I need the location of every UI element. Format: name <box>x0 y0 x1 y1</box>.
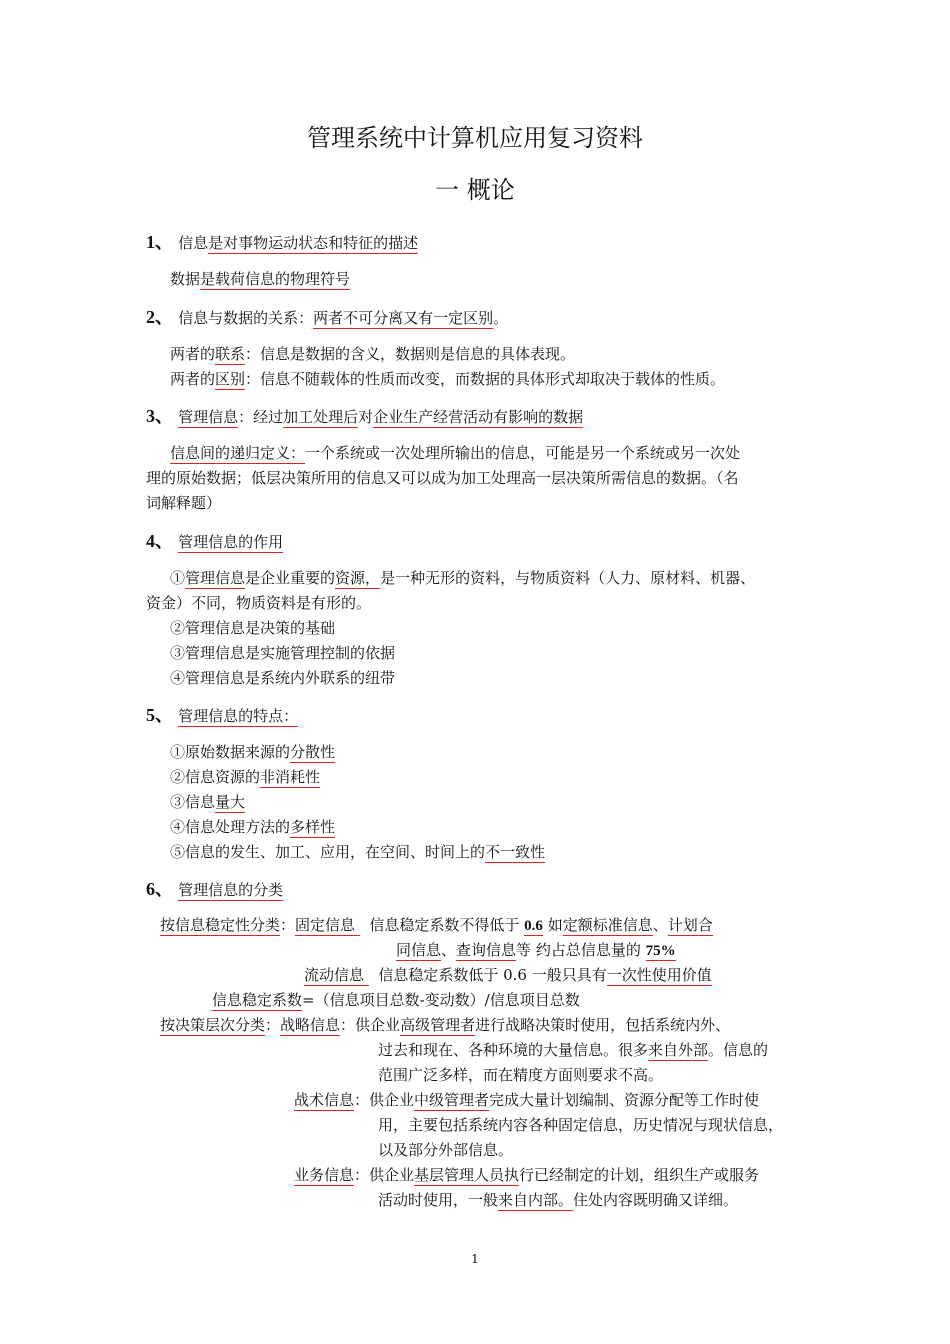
underlined-text: 中级管理者 <box>414 1091 490 1109</box>
text: 两者的 <box>170 370 216 388</box>
text: ① <box>170 569 186 587</box>
section-6-row-12 <box>378 1189 738 1210</box>
text: 。 <box>493 309 509 327</box>
section-3 <box>146 402 583 428</box>
section-number: 6、 <box>146 879 173 899</box>
text: 活动时使用，一般 <box>378 1191 499 1209</box>
underlined-text: 资源， <box>335 569 381 587</box>
text: =（信息项目总数-变动数）/信息项目总数 <box>302 991 580 1009</box>
text: ⑤信息的发生、加工、应用，在空间、时间上的 <box>170 843 486 861</box>
underlined-text: 一次性使用价值 <box>606 966 712 984</box>
text: 信息与数据的关系： <box>178 309 314 327</box>
underlined-text: 两者不可分离又有一定区别 <box>313 309 494 327</box>
section-4-item-1 <box>170 567 755 588</box>
underlined-text: 多样性 <box>290 818 336 836</box>
section-4-item-2: ②管理信息是决策的基础 <box>170 619 336 637</box>
underlined-text: 战略信息 <box>280 1016 341 1034</box>
text: ： <box>280 916 296 934</box>
underlined-text: 按决策层次分类 <box>160 1016 266 1034</box>
text: ： <box>265 1016 281 1034</box>
underlined-text: 非消耗性 <box>260 768 321 786</box>
text: 、 <box>441 941 457 959</box>
page-number: 1 <box>471 1252 479 1266</box>
section-number: 2、 <box>146 307 173 327</box>
text: ：经过 <box>238 408 284 426</box>
text: 两者的 <box>170 345 216 363</box>
underlined-text: 数据 <box>553 408 584 426</box>
section-4 <box>146 527 283 553</box>
section-4-item-3: ③管理信息是实施管理控制的依据 <box>170 644 396 662</box>
text: 一个系统或一次处理所输出的信息，可能是另一个系统或另一次处 <box>305 444 741 462</box>
underlined-text: 是载荷信息的物理符号 <box>200 270 351 288</box>
underlined-text: 企业生产经营活动有影响的 <box>373 408 554 426</box>
section-heading: 管理信息的作用 <box>178 533 284 551</box>
section-6-row-1 <box>160 914 713 935</box>
text: 行已经制定的计划，组织生产或服务 <box>519 1166 760 1184</box>
section-1-line-2 <box>170 268 350 289</box>
text: ：供企业 <box>354 1166 415 1184</box>
section-6 <box>146 875 283 901</box>
section-number: 3、 <box>146 406 173 426</box>
text: 信息稳定系数不得低于 <box>369 916 520 934</box>
underlined-text: 信息稳定系数 <box>212 991 303 1009</box>
underlined-text: 流动信息 <box>304 966 369 984</box>
text: 、 <box>652 916 668 934</box>
section-number: 1、 <box>146 232 173 252</box>
underlined-text: 固定信息 <box>295 916 360 934</box>
text: 是一种无形的资料，与物质资料（人力、原材料、机器、 <box>380 569 756 587</box>
underlined-text: 信息间的递归定义： <box>170 444 306 462</box>
section-3-para-line-3: 词解释题） <box>146 494 222 512</box>
section-6-row-11 <box>294 1164 759 1185</box>
text: 完成大量计划编制、资源分配等工作时使 <box>489 1091 760 1109</box>
section-6-row-9: 用，主要包括系统内容各种固定信息，历史情况与现状信息， <box>378 1116 784 1134</box>
text: 住处内容既明确又详细。 <box>573 1191 739 1209</box>
underlined-text: 量大 <box>215 793 246 811</box>
section-2 <box>146 303 508 329</box>
section-6-row-10: 以及部分外部信息。 <box>378 1141 514 1159</box>
section-6-row-6 <box>378 1039 768 1060</box>
section-5-item-4 <box>170 816 335 837</box>
underlined-text: 业务信息 <box>294 1166 355 1184</box>
text: ②信息资源的 <box>170 768 261 786</box>
section-6-row-3 <box>304 964 712 985</box>
underlined-text: 加工处理后 <box>283 408 359 426</box>
text: 对 <box>358 408 374 426</box>
underlined-text: 同信息 <box>396 941 442 959</box>
section-2-line-2 <box>170 343 575 364</box>
section-6-row-5 <box>160 1014 730 1035</box>
section-5-item-3 <box>170 791 245 812</box>
underlined-text: 按信息稳定性分类 <box>160 916 281 934</box>
section-number: 4、 <box>146 531 173 551</box>
section-5-item-1 <box>170 741 335 762</box>
text: 过去和现在、各种环境的大量信息。很多 <box>378 1041 649 1059</box>
section-6-row-2 <box>396 939 676 960</box>
text: 数据 <box>170 270 201 288</box>
underlined-text: 来自内部。 <box>498 1191 574 1209</box>
underlined-text: 计划合 <box>667 916 713 934</box>
section-6-row-7: 范围广泛多样，而在精度方面则要求不高。 <box>378 1066 664 1084</box>
underlined-text: 不一致性 <box>485 843 546 861</box>
underlined-text: 0.6 <box>524 918 543 934</box>
underlined-text: 基层管理人员执 <box>414 1166 520 1184</box>
underlined-text: 管理信息 <box>185 569 246 587</box>
text: 等 约占总信息量的 <box>516 941 641 959</box>
section-5-item-2 <box>170 766 320 787</box>
underlined-text: 是对事物运动状态和特征的描述 <box>208 234 419 252</box>
text: ：供企业 <box>354 1091 415 1109</box>
text: ④信息处理方法的 <box>170 818 291 836</box>
underlined-text: 管理信息 <box>178 408 239 426</box>
underlined-text: 联系 <box>215 345 246 363</box>
page-title: 管理系统中计算机应用复习资料 <box>307 124 643 152</box>
section-4-item-1-cont: 资金）不同，物质资料是有形的。 <box>146 594 372 612</box>
section-5 <box>146 701 298 727</box>
underlined-text: 高级管理者 <box>400 1016 476 1034</box>
section-6-row-8 <box>294 1089 759 1110</box>
text: 。信息的 <box>708 1041 769 1059</box>
text: 信息稳定系数低于 0.6 一般只具有 <box>378 966 607 984</box>
text: ①原始数据来源的 <box>170 743 291 761</box>
text: 如 <box>547 916 563 934</box>
section-2-line-3 <box>170 368 725 389</box>
underlined-text: 战术信息 <box>294 1091 355 1109</box>
section-heading: 管理信息的分类 <box>178 881 284 899</box>
section-5-item-5 <box>170 841 545 862</box>
text: ：信息不随载体的性质而改变，而数据的具体形式却取决于载体的性质。 <box>245 370 726 388</box>
chapter-title: 一 概论 <box>435 176 515 204</box>
underlined-text: 75% <box>645 943 676 959</box>
text: 进行战略决策时使用，包括系统内外、 <box>475 1016 731 1034</box>
section-1 <box>146 228 418 254</box>
section-6-row-4 <box>212 989 580 1010</box>
underlined-text: 定额标准信息 <box>562 916 653 934</box>
section-3-para-line-2: 理的原始数据；低层决策所用的信息又可以成为加工处理高一层决策所需信息的数据。（名 <box>146 469 739 487</box>
section-number: 5、 <box>146 705 173 725</box>
underlined-text: 区别 <box>215 370 246 388</box>
section-4-item-4: ④管理信息是系统内外联系的纽带 <box>170 669 396 687</box>
section-3-para-line-1 <box>170 442 740 463</box>
underlined-text: 来自外部 <box>648 1041 709 1059</box>
text: ：供企业 <box>340 1016 401 1034</box>
section-heading: 管理信息的特点： <box>178 707 299 725</box>
underlined-text: 查询信息 <box>456 941 517 959</box>
underlined-text: 分散性 <box>290 743 336 761</box>
text: ：信息是数据的含义，数据则是信息的具体表现。 <box>245 345 576 363</box>
text: ③信息 <box>170 793 216 811</box>
text: 是企业重要的 <box>245 569 336 587</box>
text: 信息 <box>178 234 209 252</box>
